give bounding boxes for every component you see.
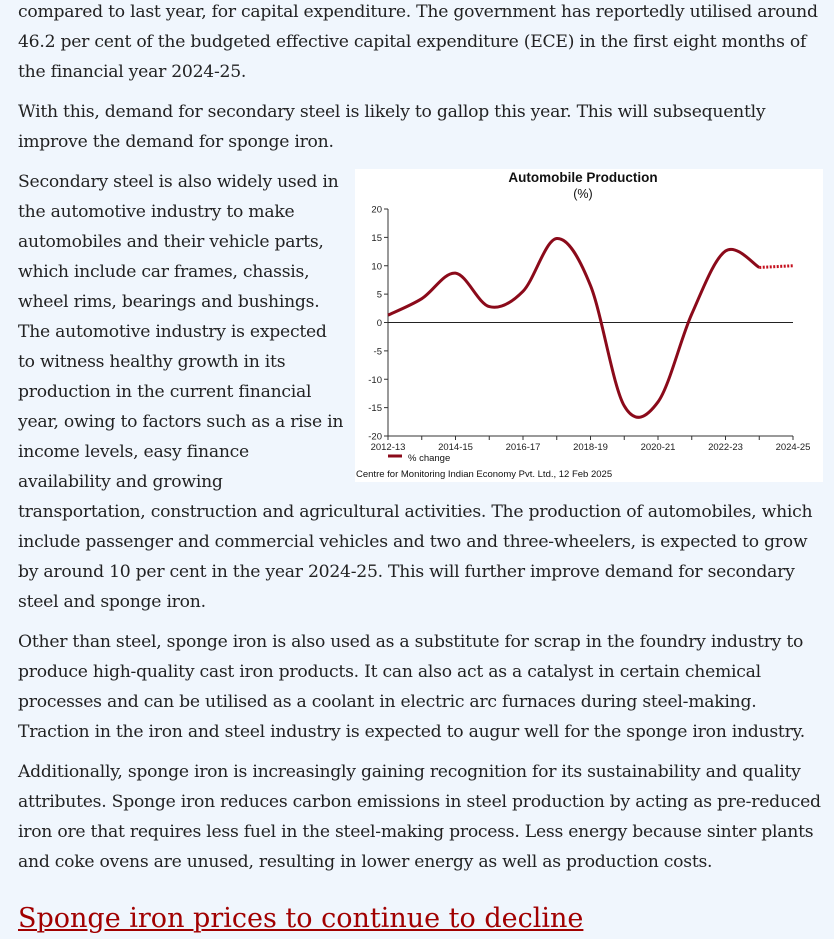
section-heading: Sponge iron prices to continue to decline [18, 903, 584, 934]
chart-title: Automobile Production [508, 170, 658, 185]
paragraph-capex: compared to last year, for capital expenditure. The government has reportedly utilised around 46.2 per cent of the budgeted effective capital expenditure (ECE) in the first eight months of the financial year 2024-25. [18, 2, 818, 82]
x-tick-label: 2016-17 [505, 442, 541, 453]
x-tick-label: 2012-13 [370, 442, 406, 453]
chart-axes [368, 205, 810, 454]
projected-series-line [759, 266, 793, 268]
y-tick-label: 10 [371, 261, 382, 273]
y-tick-label: 20 [371, 204, 382, 216]
y-tick-label: -10 [368, 374, 382, 386]
y-tick-label: 0 [376, 318, 382, 329]
y-tick-label: 15 [371, 232, 382, 244]
y-tick-label: -5 [373, 346, 382, 358]
legend-label: % change [408, 453, 451, 464]
paragraph-foundry: Other than steel, sponge iron is also used as a substitute for scrap in the foundry industry to produce high-quality cast iron products. It can also act as a catalyst in certain chemical processes and can be utilised as a coolant in electric arc furnaces during steel-making. Traction in the iron and steel industry is expected to augur well for the sponge iron industry. [18, 632, 805, 742]
x-tick-label: 2020-21 [640, 442, 676, 453]
chart-subtitle: (%) [573, 187, 593, 201]
y-tick-label: 5 [376, 289, 382, 301]
paragraph-secondary-steel: With this, demand for secondary steel is likely to gallop this year. This will subsequently improve the demand for sponge iron. [18, 102, 766, 152]
x-tick-label: 2018-19 [573, 442, 608, 453]
paragraph-automotive: Secondary steel is also widely used in the automotive industry to make automobiles and their vehicle parts, which include car frames, chassis, wheel rims, bearings and bushings. The automotive industry is expected to witness healthy growth in its production in the current financial year, owing to factors such as a rise in income levels, easy finance availability and growing transportation, construction and agricultural activities. The production of automobiles, which include passenger and commercial vehicles and two and three-wheelers, is expected to grow by around 10 per cent in the year 2024-25. This will further improve demand for secondary steel and sponge iron. [18, 172, 813, 612]
paragraph-sustainability: Additionally, sponge iron is increasingly gaining recognition for its sustainability and quality attributes. Sponge iron reduces carbon emissions in steel production by acting as pre-reduced iron ore that requires less fuel in the steel-making process. Less energy because sinter plants and coke ovens are unused, resulting in lower energy as well as production costs. [18, 762, 821, 872]
x-tick-label: 2014-15 [438, 442, 473, 453]
x-tick-label: 2024-25 [775, 442, 811, 453]
chart-source: Centre for Monitoring Indian Economy Pvt. Ltd., 12 Feb 2025 [356, 469, 613, 480]
automobile-production-chart [355, 169, 823, 482]
x-tick-label: 2022-23 [708, 442, 743, 453]
chart-series [388, 238, 793, 417]
chart-svg [355, 169, 823, 482]
y-tick-label: -15 [368, 403, 382, 415]
y-tick-label: -20 [368, 431, 382, 443]
series-line [388, 238, 759, 417]
